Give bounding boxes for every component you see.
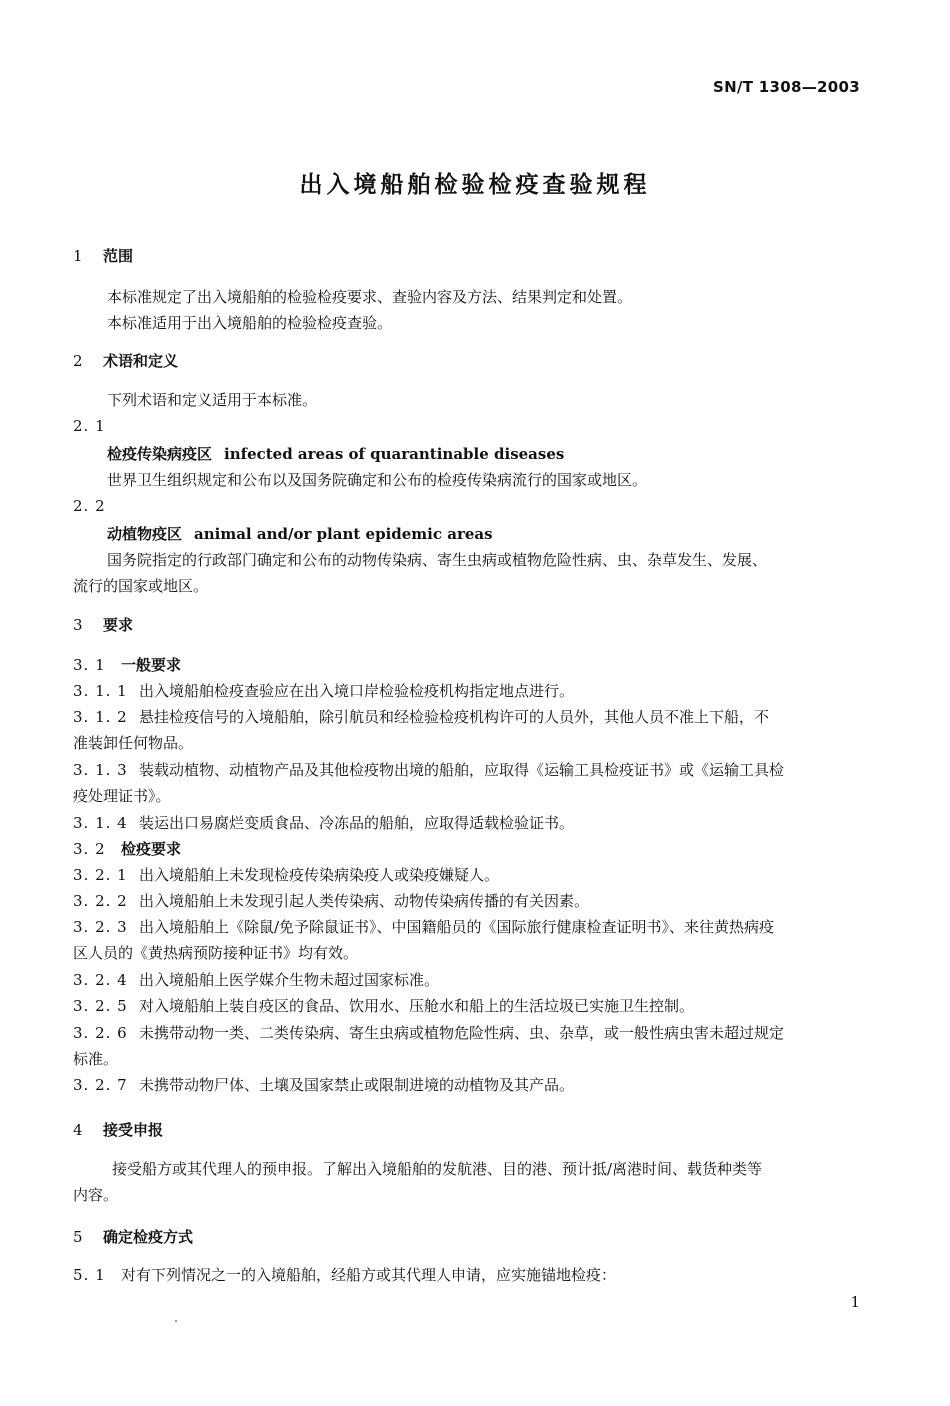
clause-text: 出入境船舶上未发现检疫传染病染疫人或染疫嫌疑人。 xyxy=(139,866,500,884)
clause-5-1 xyxy=(73,1264,616,1285)
clause-number: 3. 2. 5 xyxy=(73,997,128,1015)
section-3-heading xyxy=(73,614,133,635)
document-title: 出入境船舶检验检疫查验规程 xyxy=(299,172,651,198)
section-4-heading xyxy=(73,1119,163,1140)
clause-3-1-3 xyxy=(73,759,784,780)
standard-number: SN/T 1308—2003 xyxy=(713,78,860,96)
clause-3-2-7 xyxy=(73,1074,574,1095)
clause-number: 3. 1. 4 xyxy=(73,814,128,832)
clause-number: 3. 2. 2 xyxy=(73,892,128,910)
page-number: 1 xyxy=(850,1293,860,1311)
section-number: 3 xyxy=(73,616,83,634)
clause-text: 出入境船舶检疫查验应在出入境口岸检验检疫机构指定地点进行。 xyxy=(139,682,575,700)
section-number: 4 xyxy=(73,1121,83,1139)
clause-text: 对有下列情况之一的入境船舶，经船方或其代理人申请，应实施锚地检疫： xyxy=(121,1266,617,1284)
section-number: 1 xyxy=(73,247,83,265)
term-english: infected areas of quarantinable diseases xyxy=(224,445,565,463)
term-english: animal and/or plant epidemic areas xyxy=(194,525,493,543)
section-label: 接受申报 xyxy=(103,1121,164,1139)
subsection-label: 一般要求 xyxy=(121,656,182,674)
clause-continuation: 标准。 xyxy=(73,1050,119,1068)
clause-text: 出入境船舶上《除鼠/免予除鼠证书》、中国籍船员的《国际旅行健康检查证明书》、来往黄热病疫 xyxy=(139,918,775,936)
subsection-number: 3. 2 xyxy=(73,840,106,858)
clause-3-2-4 xyxy=(73,969,439,990)
clause-text: 出入境船舶上医学媒介生物未超过国家标准。 xyxy=(139,971,440,989)
section-number: 5 xyxy=(73,1228,83,1246)
clause-3-1-4 xyxy=(73,812,574,833)
clause-text: 装载动植物、动植物产品及其他检疫物出境的船舶，应取得《运输工具检疫证书》或《运输工具检 xyxy=(139,761,785,779)
paragraph: 下列术语和定义适用于本标准。 xyxy=(107,391,318,409)
section-label: 要求 xyxy=(103,616,134,634)
section-label: 确定检疫方式 xyxy=(103,1228,194,1246)
term-number: 2. 2 xyxy=(73,497,106,515)
clause-3-2-5 xyxy=(73,995,694,1016)
subsection-label: 检疫要求 xyxy=(121,840,182,858)
clause-text: 未携带动物尸体、土壤及国家禁止或限制进境的动植物及其产品。 xyxy=(139,1076,575,1094)
section-1-heading xyxy=(73,245,133,266)
term-definition: 国务院指定的行政部门确定和公布的动物传染病、寄生虫病或植物危险性病、虫、杂草发生、发展、 xyxy=(107,551,768,569)
paragraph: 接受船方或其代理人的预申报。了解出入境船舶的发航港、目的港、预计抵/离港时间、载货种类等 xyxy=(112,1160,763,1178)
clause-text: 装运出口易腐烂变质食品、冷冻品的船舶，应取得适载检验证书。 xyxy=(139,814,575,832)
clause-text: 悬挂检疫信号的入境船舶，除引航员和经检验检疫机构许可的人员外，其他人员不准上下船，不 xyxy=(139,708,770,726)
subsection-3-1 xyxy=(73,654,181,675)
clause-number: 3. 1. 2 xyxy=(73,708,128,726)
clause-3-2-2 xyxy=(73,890,589,911)
paragraph-continuation: 内容。 xyxy=(73,1186,119,1204)
clause-number: 3. 2. 6 xyxy=(73,1024,128,1042)
term-definition-cont: 流行的国家或地区。 xyxy=(73,577,209,595)
clause-3-1-2 xyxy=(73,706,769,727)
section-number: 2 xyxy=(73,352,83,370)
term-2-1 xyxy=(107,443,564,464)
clause-number: 3. 1. 1 xyxy=(73,682,128,700)
clause-text: 出入境船舶上未发现引起人类传染病、动物传染病传播的有关因素。 xyxy=(139,892,590,910)
term-chinese: 动植物疫区 xyxy=(107,525,183,543)
paragraph: 本标准适用于出入境船舶的检验检疫查验。 xyxy=(107,314,393,332)
subsection-3-2 xyxy=(73,838,181,859)
clause-continuation: 区人员的《黄热病预防接种证书》均有效。 xyxy=(73,944,359,962)
term-chinese: 检疫传染病疫区 xyxy=(107,445,213,463)
subsection-number: 3. 1 xyxy=(73,656,106,674)
clause-text: 对入境船舶上装自疫区的食品、饮用水、压舱水和船上的生活垃圾已实施卫生控制。 xyxy=(139,997,695,1015)
clause-3-2-3 xyxy=(73,916,774,937)
clause-number: 5. 1 xyxy=(73,1266,106,1284)
section-5-heading xyxy=(73,1226,193,1247)
term-definition: 世界卫生组织规定和公布以及国务院确定和公布的检疫传染病流行的国家或地区。 xyxy=(107,471,648,489)
section-2-heading xyxy=(73,350,178,371)
clause-number: 3. 2. 4 xyxy=(73,971,128,989)
clause-3-2-1 xyxy=(73,864,499,885)
section-label: 术语和定义 xyxy=(103,352,179,370)
clause-3-2-6 xyxy=(73,1022,784,1043)
scan-speck xyxy=(175,1320,177,1322)
term-number: 2. 1 xyxy=(73,417,106,435)
section-label: 范围 xyxy=(103,247,134,265)
term-2-2 xyxy=(107,523,493,544)
clause-3-1-1 xyxy=(73,680,574,701)
paragraph: 本标准规定了出入境船舶的检验检疫要求、查验内容及方法、结果判定和处置。 xyxy=(107,288,633,306)
clause-number: 3. 2. 7 xyxy=(73,1076,128,1094)
clause-text: 未携带动物一类、二类传染病、寄生虫病或植物危险性病、虫、杂草，或一般性病虫害未超过规定 xyxy=(139,1024,785,1042)
clause-continuation: 准装卸任何物品。 xyxy=(73,734,194,752)
clause-number: 3. 2. 3 xyxy=(73,918,128,936)
clause-number: 3. 1. 3 xyxy=(73,761,128,779)
clause-continuation: 疫处理证书》。 xyxy=(73,787,171,805)
clause-number: 3. 2. 1 xyxy=(73,866,128,884)
